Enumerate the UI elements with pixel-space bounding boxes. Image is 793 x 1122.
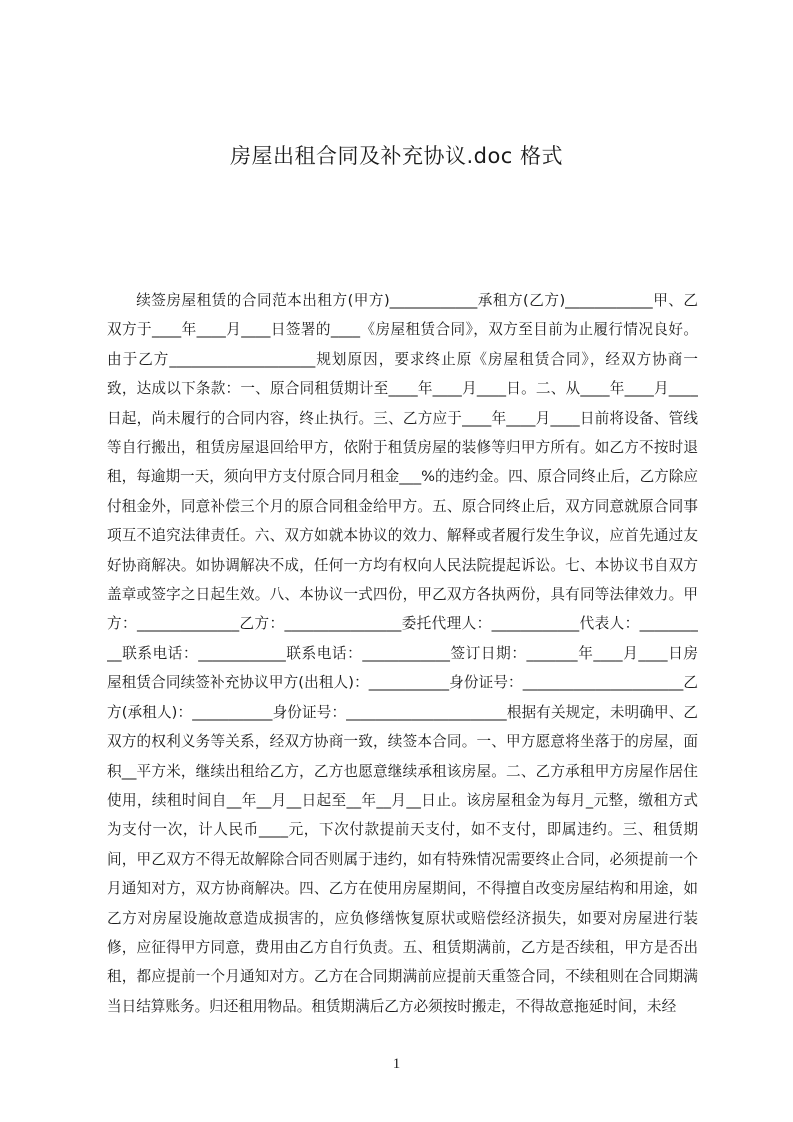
page-title: 房屋出租合同及补充协议.doc 格式	[229, 144, 564, 168]
page-number: 1	[392, 1056, 401, 1072]
contract-body-text: 续签房屋租赁的合同范本出租方(甲方)____________承租方(乙方)____________甲、乙双方于____年____月____日签署的____《房屋租赁合同》，双方至目前为止履行情况良好。由于乙方____________________规划原因，要求终止原《房屋租赁合同》，经双方协商一致，达成以下条款：一、原合同租赁期计至____年____月____日。二、从____年____月____日起，尚未履行的合同内容，终止执行。三、乙方应于____年____月____日前将设备、管线等自行搬出，租赁房屋退回给甲方，依附于租赁房屋的装修等归甲方所有。如乙方不按时退租，每逾期一天，须向甲方支付原合同月租金___%的违约金。四、原合同终止后，乙方除应付租金外，同意补偿三个月的原合同租金给甲方。五、原合同终止后，双方同意就原合同事项互不追究法律责任。六、双方如就本协议的效力、解释或者履行发生争议，应首先通过友好协商解决。如协调解决不成，任何一方均有权向人民法院提起诉讼。七、本协议书自双方盖章或签字之日起生效。八、本协议一式四份，甲乙双方各执两份，具有同等法律效力。甲方：______________乙方：________________委托代理人：____________代表人：__________联系电话：____________联系电话：____________签订日期：_______年____月____日房屋租赁合同续签补充协议甲方(出租人)：___________身份证号：______________________乙方(承租人)：___________身份证号：______________________根据有关规定，未明确甲、乙双方的权利义务等关系，经双方协商一致，续签本合同。一、甲方愿意将坐落于的房屋，面积__平方米，继续出租给乙方，乙方也愿意继续承租该房屋。二、乙方承租甲方房屋作居住使用，续租时间自__年__月__日起至__年__月__日止。该房屋租金为每月_元整，缴租方式为支付一次，计人民币____元，下次付款提前天支付，如不支付，即属违约。三、租赁期间，甲乙双方不得无故解除合同否则属于违约，如有特殊情况需要终止合同，必须提前一个月通知对方，双方协商解决。四、乙方在使用房屋期间，不得擅自改变房屋结构和用途，如乙方对房屋设施故意造成损害的，应负修缮恢复原状或赔偿经济损失，如要对房屋进行装修，应征得甲方同意，费用由乙方自行负责。五、租赁期满前，乙方是否续租，甲方是否出租，都应提前一个月通知对方。乙方在合同期满前应提前天重签合同，不续租则在合同期满当日结算账务。归还租用物品。租赁期满后乙方必须按时搬走，不得故意拖延时间，未经	[107, 292, 698, 1015]
